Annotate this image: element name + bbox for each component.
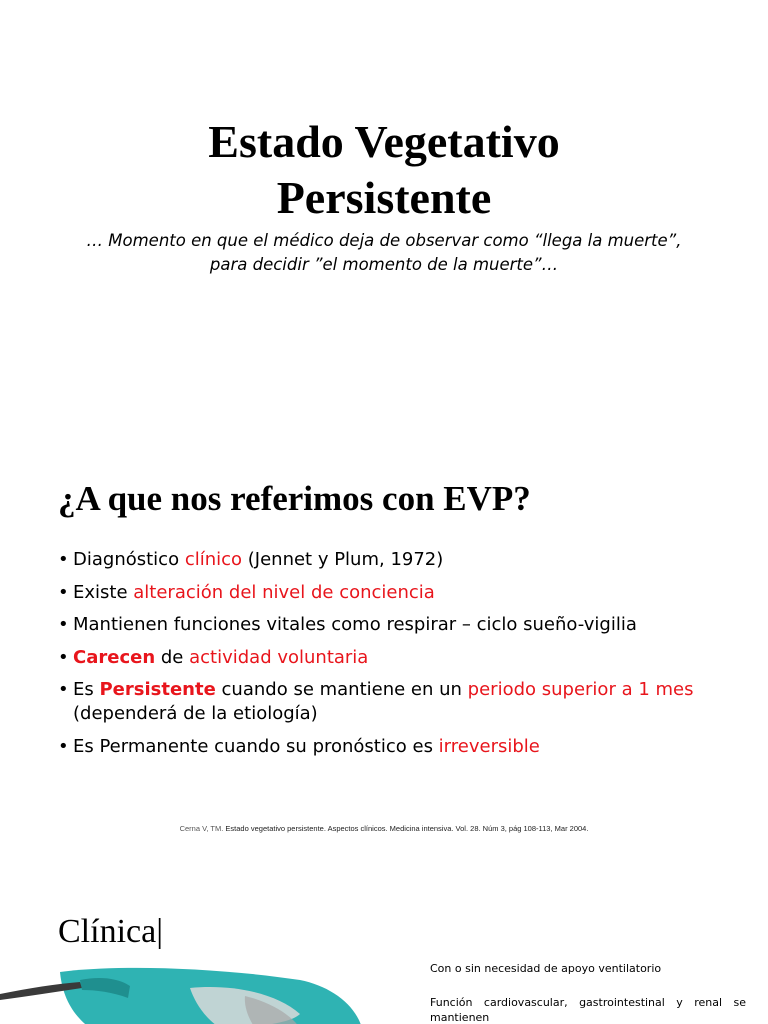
clinical-point-1: Con o sin necesidad de apoyo ventilatorio (430, 962, 662, 975)
bullet-item: • Es Permanente cuando su pronóstico es irreversible (58, 735, 718, 759)
bullet-item: • Diagnóstico clínico (Jennet y Plum, 1972) (58, 548, 718, 572)
slide-2-title: ¿A que nos referimos con EVP? (58, 479, 531, 518)
clinical-point-2: Función cardiovascular, gastrointestinal y renal se mantienen (430, 996, 746, 1024)
bullet-item: • Carecen de actividad voluntaria (58, 646, 718, 670)
slide-1-subtitle (0, 229, 768, 277)
bullet-item: • Mantienen funciones vitales como respirar – ciclo sueño-vigilia (58, 613, 718, 637)
bullet-item: • Existe alteración del nivel de conciencia (58, 581, 718, 605)
slide-1 (0, 0, 768, 440)
title-line-1: Estado Vegetativo (208, 116, 560, 167)
bullet-list (58, 548, 718, 767)
slide-3 (0, 900, 768, 1024)
subtitle-line-2: para decidir ”el momento de la muerte”… (209, 255, 559, 274)
subtitle-line-1: … Momento en que el médico deja de observar como “llega la muerte”, (86, 231, 682, 250)
decorative-brush-image (0, 958, 380, 1024)
slide-2 (0, 440, 768, 900)
reference-citation: Cerna V, TM. Estado vegetativo persistente. Aspectos clínicos. Medicina intensiva. Vol. 28. Núm 3, pág 108-113, Mar 2004. (179, 824, 589, 833)
title-line-2: Persistente (276, 172, 492, 223)
slide-3-title: Clínica| (58, 913, 164, 950)
text-cursor: | (156, 913, 164, 950)
bullet-item: • Es Persistente cuando se mantiene en un periodo superior a 1 mes (dependerá de la etiología) (58, 678, 718, 726)
slide-1-title (0, 114, 768, 226)
